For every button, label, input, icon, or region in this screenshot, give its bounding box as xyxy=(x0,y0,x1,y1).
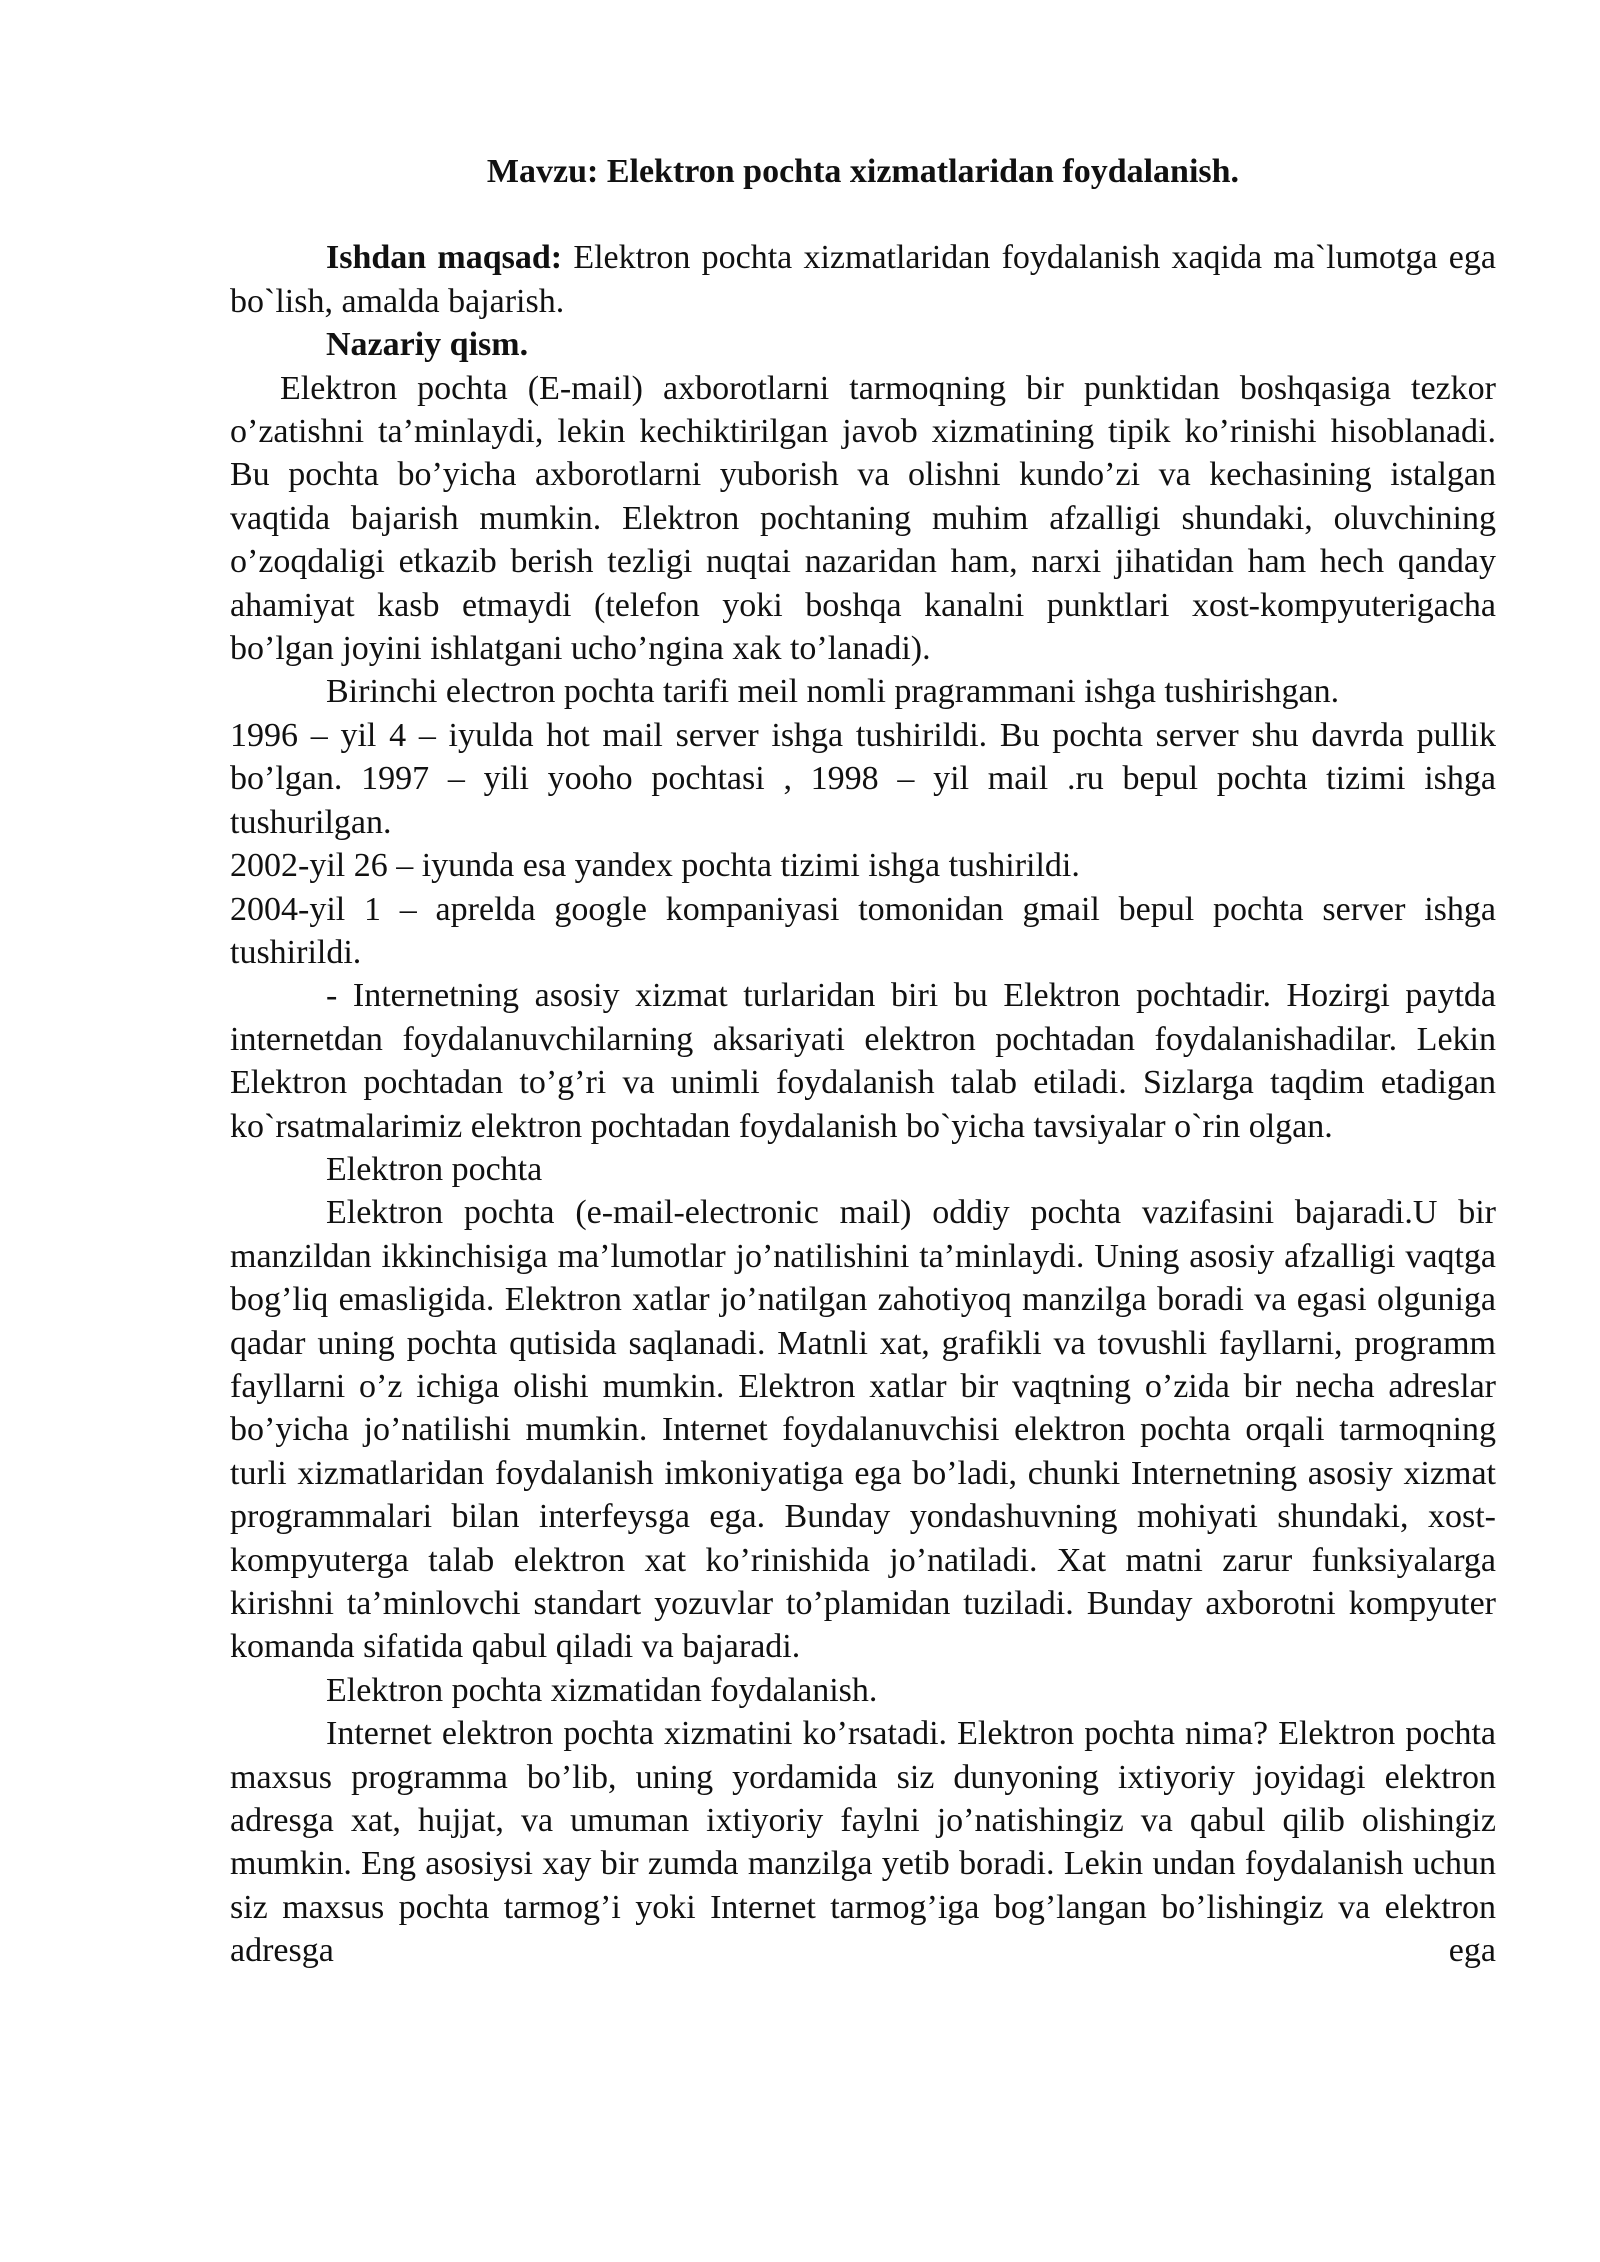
paragraph-email-definition: Elektron pochta (e-mail-electronic mail) oddiy pochta vazifasini bajaradi.U bir manzildan ikkinchisiga ma’lumotlar jo’natilishini ta’minlaydi. Uning asosiy afzalligi vaqtga bog’liq emasligida. Elektron xatlar jo’natilgan zahotiyoq manzilga boradi va egasi olguniga qadar uning pochta qutisida saqlanadi. Matnli xat, grafikli va tovushli fayllarni, programm fayllarni o’z ichiga olishi mumkin. Elektron xatlar bir vaqtning o’zida bir necha adreslar bo’yicha jo’natilishi mumkin. Internet foydalanuvchisi elektron pochta orqali tarmoqning turli xizmatlaridan foydalanish imkoniyatiga ega bo’ladi, chunki Internetning asosiy xizmat programmalari bilan interfeysga ega. Bunday yondashuvning mohiyati shundaki, xost-kompyuterga talab elektron xat ko’rinishida jo’natiladi. Xat matni zarur funksiyalarga kirishni ta’minlovchi standart yozuvlar to’plamidan tuziladi. Bunday axborotni kompyuter komanda sifatida qabul qiladi va bajaradi. xyxy=(230,1194,1496,1666)
paragraph-1996: 1996 – yil 4 – iyulda hot mail server ishga tushirildi. Bu pochta server shu davrda pullik bo’lgan. 1997 – yili yooho pochtasi , 1998 – yil mail .ru bepul pochta tizimi ishga tushurilgan. xyxy=(230,716,1496,841)
section-heading-email: Elektron pochta xyxy=(326,1150,543,1188)
paragraph-first-email: Birinchi electron pochta tarifi meil nomli pragrammani ishga tushirishgan. xyxy=(326,673,1340,711)
goal-label: Ishdan maqsad: xyxy=(326,239,563,277)
paragraph-email-usage: Internet elektron pochta xizmatini ko’rsatadi. Elektron pochta nima? Elektron pochta maxsus programma bo’lib, uning yordamida siz dunyoning ixtiyoriy joyidagi elektron adresga xat, hujjat, va umuman ixtiyoriy faylni jo’natishingiz va qabul qilib olishingiz mumkin. Eng asosiysi xay bir zumda manzilga yetib boradi. Lekin undan foydalanish uchun siz maxsus pochta tarmog’i yoki Internet tarmog’iga bog’langan bo’lishingiz va elektron adresga ega xyxy=(230,1715,1496,1970)
paragraph-2004: 2004-yil 1 – aprelda google kompaniyasi tomonidan gmail bepul pochta server ishga tushirildi. xyxy=(230,890,1496,971)
paragraph-intro: Elektron pochta (E-mail) axborotlarni tarmoqning bir punktidan boshqasiga tezkor o’zatishni ta’minlaydi, lekin kechiktirilgan javob xizmatining tipik ko’rinishi hisoblanadi. Bu pochta bo’yicha axborotlarni yuborish va olishni kundo’zi va kechasining istalgan vaqtida bajarish mumkin. Elektron pochtaning muhim afzalligi shundaki, oluvchining o’zoqdaligi etkazib berish tezligi nuqtai nazaridan ham, narxi jihatidan ham hech qanday ahamiyat kasb etmaydi (telefon yoki boshqa kanalni punktlari xost-kompyuterigacha bo’lgan joyini ishlatgani ucho’ngina xak to’lanadi). xyxy=(230,369,1496,668)
theory-heading: Nazariy qism. xyxy=(326,326,529,364)
goal-paragraph xyxy=(230,236,1496,323)
paragraph-internet-services: - Internetning asosiy xizmat turlaridan biri bu Elektron pochtadir. Hozirgi paytda internetdan foydalanuvchilarning aksariyati elektron pochtadan foydalanishadilar. Lekin Elektron pochtadan to’g’ri va unimli foydalanish talab etiladi. Sizlarga taqdim etadigan ko`rsatmalarimiz elektron pochtadan foydalanish bo`yicha tavsiyalar o`rin olgan. xyxy=(230,977,1496,1145)
page-title: Mavzu: Elektron pochta xizmatlaridan foydalanish. xyxy=(486,153,1240,190)
document-page xyxy=(230,150,1496,1973)
section-heading-email-usage: Elektron pochta xizmatidan foydalanish. xyxy=(326,1671,878,1709)
paragraph-2002: 2002-yil 26 – iyunda esa yandex pochta tizimi ishga tushirildi. xyxy=(230,847,1080,885)
goal-text: Elektron pochta xizmatlaridan foydalanish xaqida ma`lumotga ega bo`lish, amalda bajarish. xyxy=(230,239,1496,320)
